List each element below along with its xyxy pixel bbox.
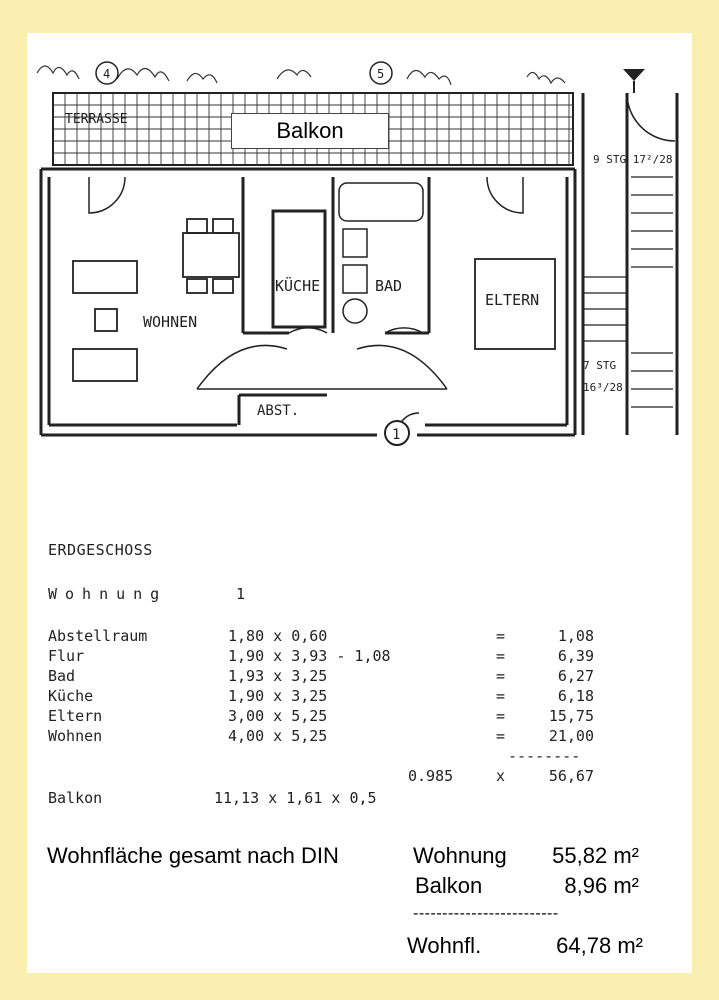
room-area: 1,08 <box>557 627 594 645</box>
stair-label-lower-2: 16³/28 <box>583 381 623 394</box>
calc-row <box>48 667 608 687</box>
subtotal-value: 56,67 <box>548 767 594 785</box>
svg-text:4: 4 <box>103 67 111 81</box>
equals-sign: = <box>496 707 506 725</box>
factor-row <box>408 767 594 785</box>
room-name: Abstellraum <box>48 627 148 645</box>
equals-sign: = <box>496 647 506 665</box>
bath-fixtures <box>339 183 423 323</box>
room-area: 6,18 <box>557 687 594 705</box>
summary-dashes: ------------------------- <box>413 905 559 922</box>
summary-total-value: 64,78 m² <box>556 933 643 958</box>
summary-balkon-value: 8,96 m² <box>564 873 639 898</box>
apartment-label: Wohnung <box>48 585 168 603</box>
room-dims: 3,00 x 5,25 <box>228 707 328 725</box>
room-dims: 1,80 x 0,60 <box>228 627 328 645</box>
calc-row <box>48 647 608 667</box>
room-dims: 1,93 x 3,25 <box>228 667 328 685</box>
room-dims: 4,00 x 5,25 <box>228 727 328 745</box>
equals-sign: = <box>496 687 506 705</box>
room-label-bad: BAD <box>375 277 403 295</box>
room-area: 6,39 <box>557 647 594 665</box>
room-name: Wohnen <box>48 727 103 745</box>
summary-title: Wohnfläche gesamt nach DIN <box>47 843 339 868</box>
room-dims: 1,90 x 3,25 <box>228 687 328 705</box>
plan-marker-4 <box>96 62 118 84</box>
floor-heading: ERDGESCHOSS <box>48 541 153 559</box>
sum-separator: -------- <box>508 747 581 765</box>
summary-balkon-label: Balkon <box>415 873 483 898</box>
plan-marker-1 <box>385 421 409 445</box>
equals-sign: = <box>496 667 506 685</box>
room-name: Eltern <box>48 707 103 725</box>
calc-row <box>48 687 608 707</box>
equals-sign: = <box>496 627 506 645</box>
room-name: Bad <box>48 667 76 685</box>
room-name: Flur <box>48 647 85 665</box>
room-name: Küche <box>48 687 94 705</box>
room-dims: 1,90 x 3,93 - 1,08 <box>228 647 391 665</box>
room-label-abst: ABST. <box>257 403 300 419</box>
garden-sketch <box>37 66 565 85</box>
summary-wohnung-label: Wohnung <box>413 843 507 868</box>
svg-text:5: 5 <box>377 67 385 81</box>
equals-sign: = <box>496 727 506 745</box>
room-label-kueche: KÜCHE <box>275 277 321 295</box>
apartment-number: 1 <box>236 585 246 603</box>
summary-total-label: Wohnfl. <box>407 933 482 958</box>
terrasse-label: TERRASSE <box>65 112 128 127</box>
stair-label-lower-1: 7 STG <box>583 359 617 372</box>
svg-text:1: 1 <box>392 427 401 443</box>
room-area: 6,27 <box>557 667 594 685</box>
north-arrow-icon <box>623 69 645 81</box>
room-area: 21,00 <box>548 727 594 745</box>
stair-label-upper: 9 STG 17²/28 <box>593 153 673 166</box>
summary-wohnung-value: 55,82 m² <box>552 843 639 868</box>
factor-value: 0.985 <box>408 767 454 785</box>
balkon-dims: 11,13 x 1,61 x 0,5 <box>214 789 377 807</box>
multiply-sign: x <box>496 767 506 785</box>
apartment-heading <box>48 585 246 603</box>
room-label-wohnen: WOHNEN <box>143 313 198 331</box>
calc-row <box>48 707 608 727</box>
living-furniture <box>73 219 555 381</box>
document-sheet <box>27 33 692 973</box>
calc-row <box>48 627 608 647</box>
room-label-eltern: ELTERN <box>485 291 540 309</box>
balkon-name: Balkon <box>48 789 103 807</box>
calc-row <box>48 727 608 747</box>
room-area: 15,75 <box>548 707 594 725</box>
balkon-label: Balkon <box>231 113 389 149</box>
floor-plan <box>27 33 692 453</box>
plan-marker-5 <box>370 62 392 84</box>
